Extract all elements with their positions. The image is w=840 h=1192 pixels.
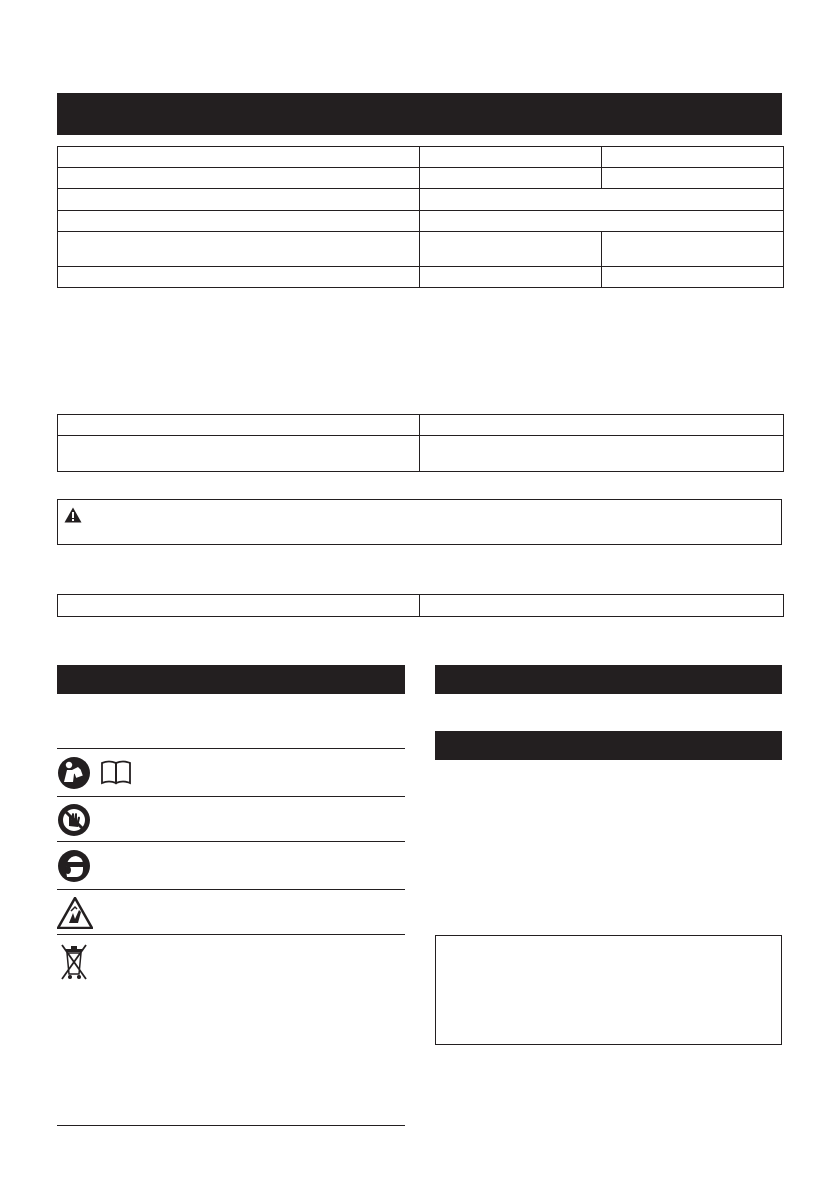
table-cell (420, 595, 784, 617)
table-cell (420, 415, 784, 436)
table-cell (420, 168, 602, 189)
table-row (58, 415, 784, 436)
safety-notice-box (435, 935, 782, 1045)
table-cell (420, 232, 602, 267)
table-row (58, 147, 784, 168)
noise-table (57, 414, 784, 472)
table-row (58, 436, 784, 472)
symbol-row (57, 796, 405, 841)
table-cell (58, 211, 420, 232)
table-cell (602, 168, 784, 189)
table-cell (420, 211, 784, 232)
specifications-table (57, 146, 784, 288)
symbols-intro (57, 705, 405, 735)
table-row (58, 211, 784, 232)
warning-triangle-icon (64, 507, 82, 523)
read-manual-icon (58, 755, 154, 791)
safety-subsection-header (435, 731, 782, 760)
vibration-table (57, 594, 784, 617)
table-cell (602, 267, 784, 288)
symbols-section-header (57, 665, 405, 694)
table-cell (602, 147, 784, 168)
symbol-row (57, 841, 405, 889)
no-wet-hands-icon (57, 803, 91, 837)
symbol-row (57, 934, 405, 1126)
eye-ear-protection-icon (57, 849, 91, 883)
cutting-hazard-icon (57, 897, 93, 929)
section-header-bar (57, 93, 782, 135)
table-cell (420, 436, 784, 472)
safety-section-header (435, 665, 782, 694)
table-row (58, 168, 784, 189)
table-row (58, 595, 784, 617)
table-cell (58, 189, 420, 211)
table-cell (420, 147, 602, 168)
table-cell (420, 189, 784, 211)
table-row (58, 189, 784, 211)
table-cell (58, 436, 420, 472)
table-cell (58, 415, 420, 436)
table-cell (58, 147, 420, 168)
table-cell (58, 168, 420, 189)
warning-box (57, 499, 782, 545)
crossed-bin-icon (59, 942, 89, 982)
table-cell (420, 267, 602, 288)
symbol-row (57, 889, 405, 934)
table-row (58, 232, 784, 267)
symbol-row (57, 748, 405, 796)
safety-body-text (435, 772, 782, 922)
table-row (58, 267, 784, 288)
table-cell (602, 232, 784, 267)
table-cell (58, 595, 420, 617)
table-cell (58, 267, 420, 288)
table-cell (58, 232, 420, 267)
